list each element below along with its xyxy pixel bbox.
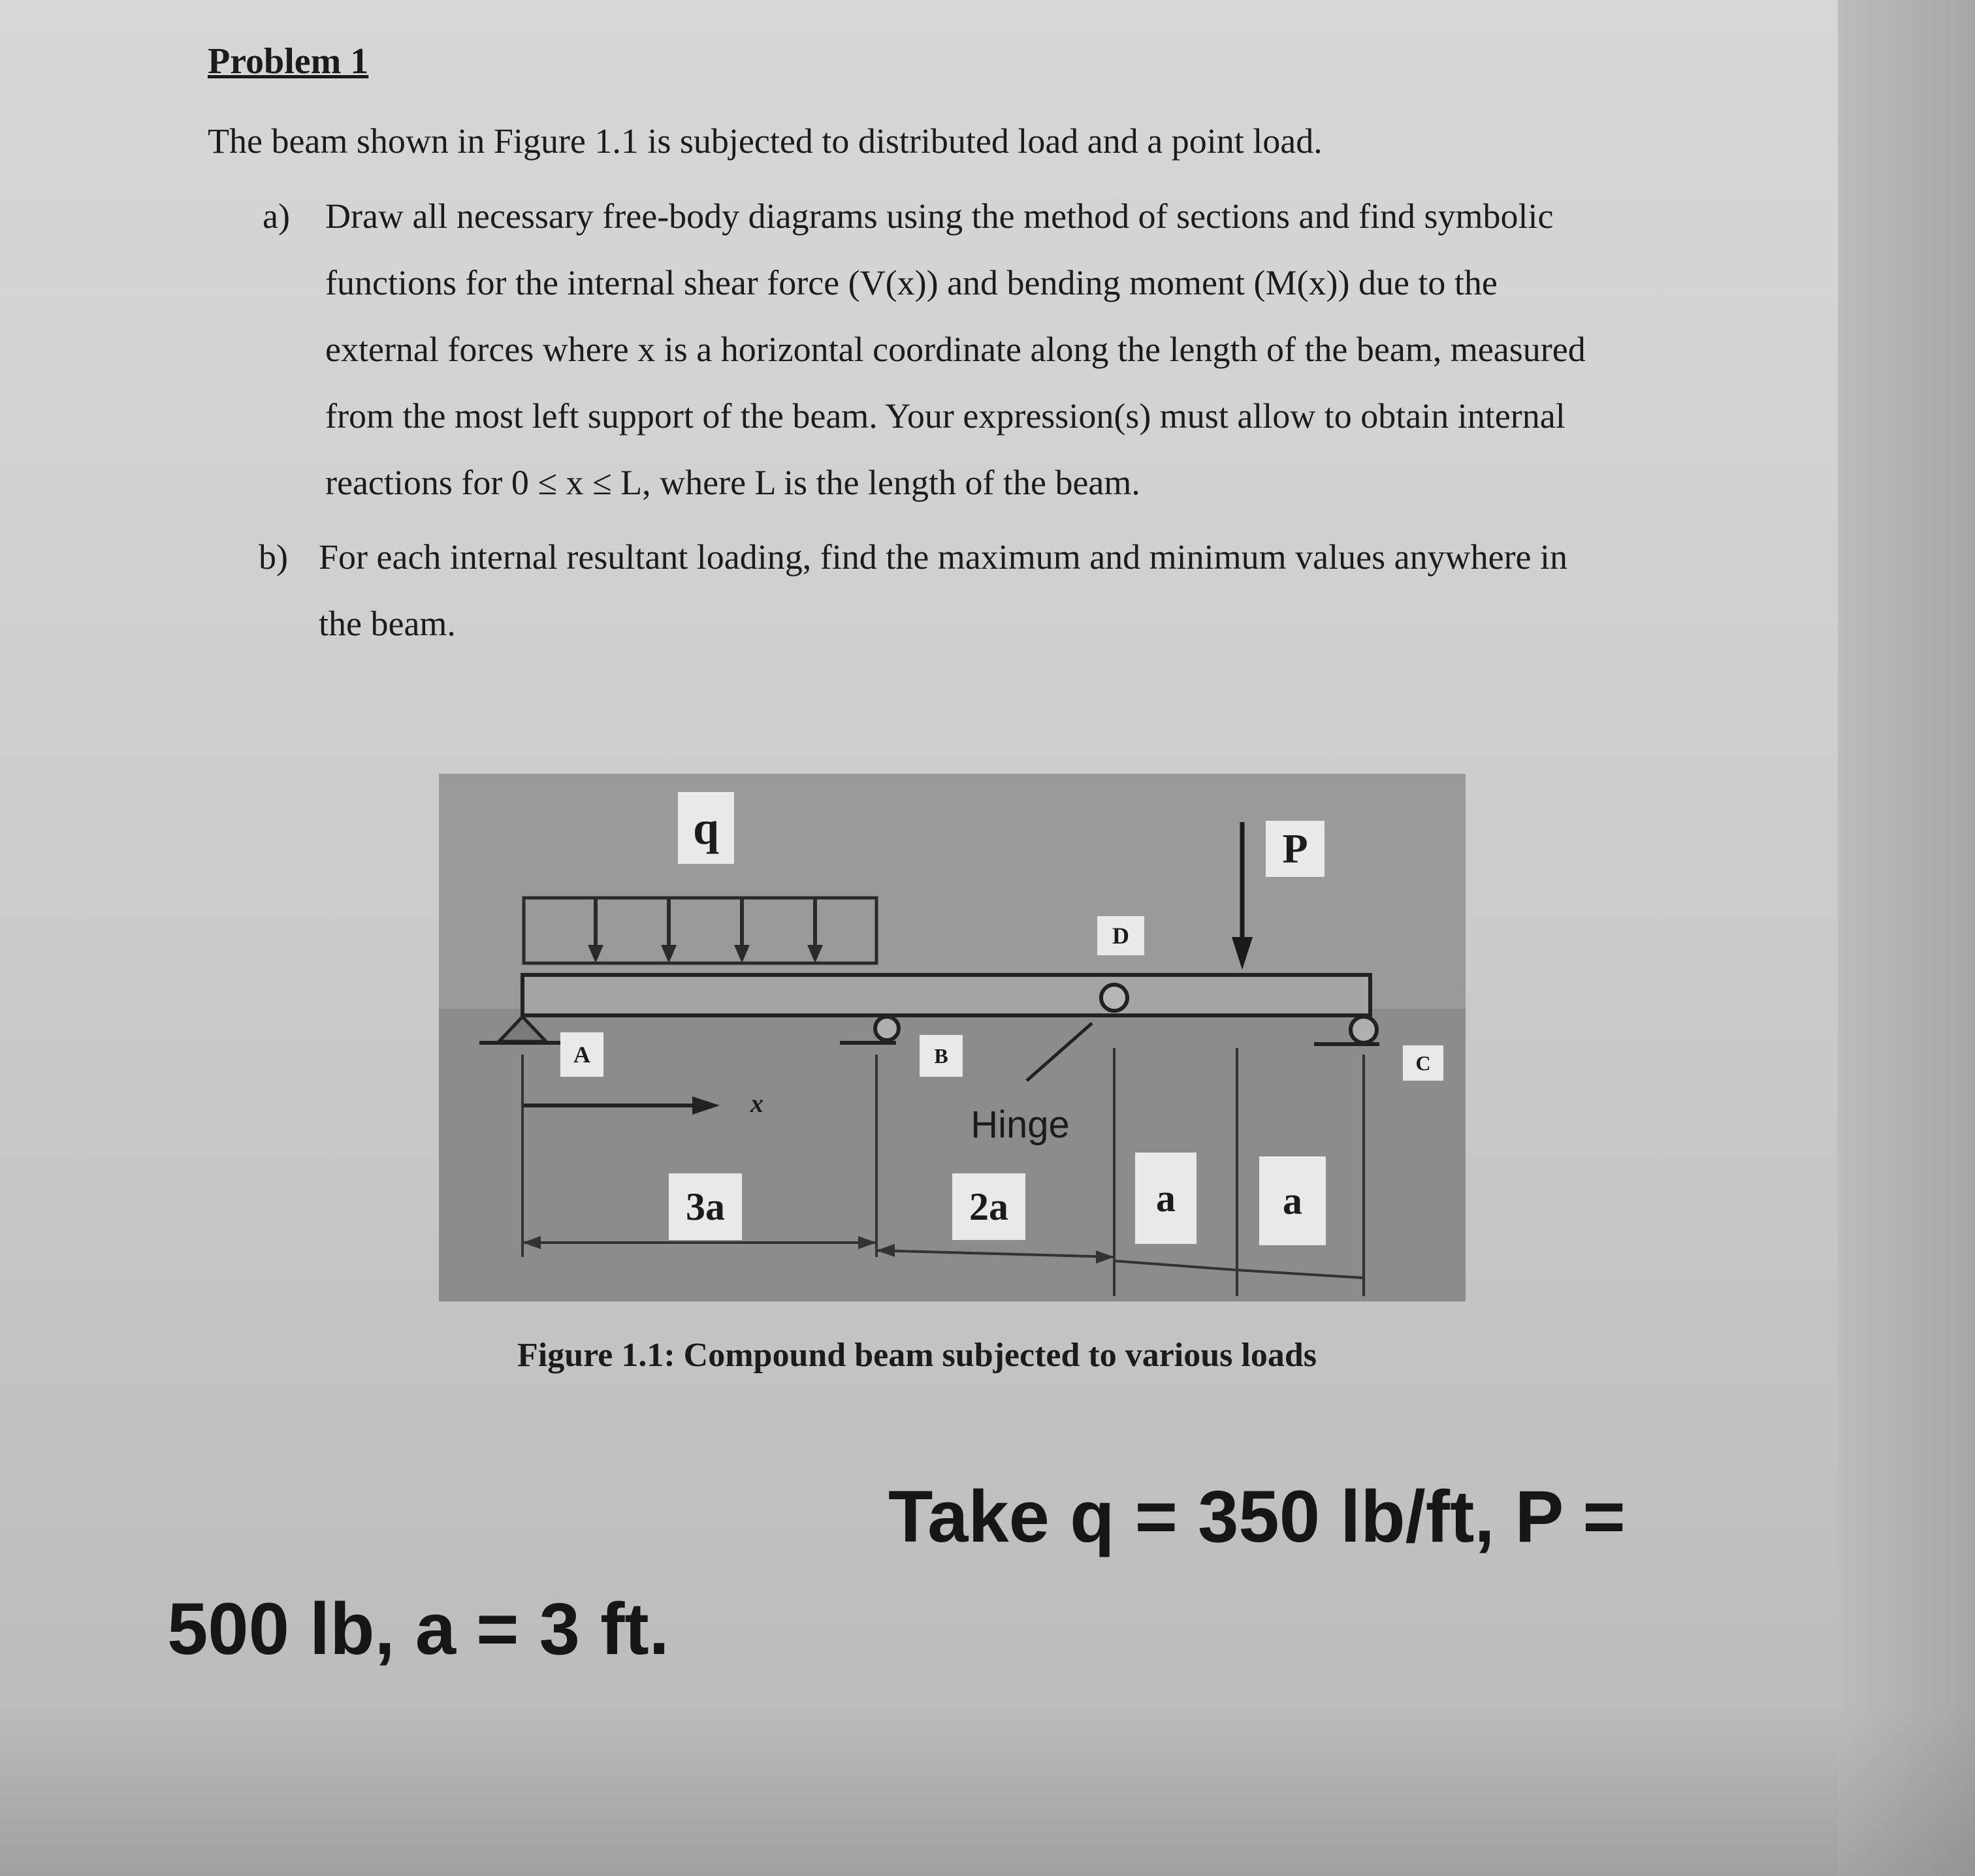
label-x: x: [750, 1089, 763, 1118]
label-d: D: [1097, 916, 1144, 955]
beam-figure: [439, 774, 1466, 1301]
label-c: C: [1403, 1045, 1443, 1081]
part-a-line-2: functions for the internal shear force (V(x)) and bending moment (M(x)) due to the: [325, 263, 1498, 302]
part-b-marker: b): [259, 537, 288, 577]
label-dim-a2: a: [1259, 1156, 1326, 1245]
part-a-line-5: reactions for 0 ≤ x ≤ L, where L is the length of the beam.: [325, 463, 1140, 502]
given-values-line-1: Take q = 350 lb/ft, P =: [888, 1476, 1626, 1557]
part-a-line-4: from the most left support of the beam. Your expression(s) must allow to obtain internal: [325, 396, 1566, 436]
part-b-line-2: the beam.: [319, 604, 456, 643]
figure-caption: Figure 1.1: Compound beam subjected to various loads: [517, 1337, 1317, 1374]
part-a-marker: a): [263, 197, 290, 236]
roller-support-b: [875, 1017, 899, 1040]
problem-heading: Problem 1: [208, 41, 369, 82]
label-dim-3a: 3a: [669, 1173, 742, 1240]
label-b: B: [920, 1035, 963, 1077]
problem-intro: The beam shown in Figure 1.1 is subjected to distributed load and a point load.: [208, 121, 1323, 161]
page-bottom-shadow: [0, 1706, 1975, 1876]
label-hinge: Hinge: [971, 1104, 1070, 1146]
roller-support-c: [1351, 1017, 1377, 1043]
label-dim-2a: 2a: [952, 1173, 1025, 1240]
label-a: A: [560, 1032, 603, 1077]
hinge-d: [1101, 985, 1127, 1011]
label-dim-a1: a: [1135, 1153, 1196, 1244]
beam: [522, 975, 1370, 1015]
page-edge-shadow: [1838, 0, 1975, 1876]
given-values-line-2: 500 lb, a = 3 ft.: [167, 1588, 669, 1670]
label-p: P: [1266, 821, 1325, 877]
part-a-line-3: external forces where x is a horizontal coordinate along the length of the beam, measured: [325, 330, 1586, 369]
label-q: q: [678, 792, 734, 864]
part-a-line-1: Draw all necessary free-body diagrams using the method of sections and find symbolic: [325, 197, 1554, 236]
part-b-line-1: For each internal resultant loading, find the maximum and minimum values anywhere in: [319, 537, 1568, 577]
